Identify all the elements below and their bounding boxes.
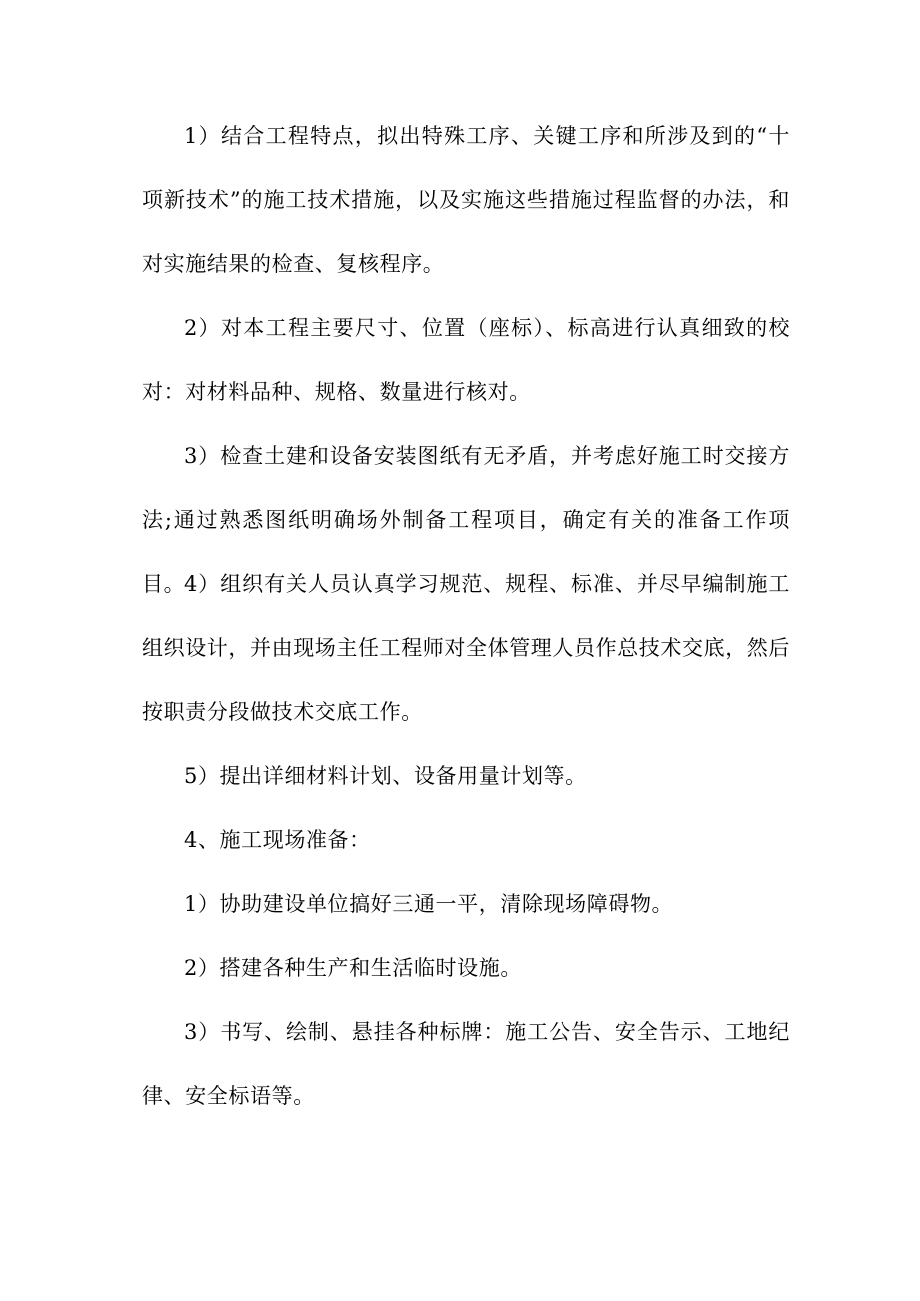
paragraph-item-1: 1）结合工程特点，拟出特殊工序、关键工序和所涉及到的“十项新技术”的施工技术措施，以及实施这些措施过程监督的办法，和对实施结果的检查、复核程序。: [142, 124, 790, 276]
paragraph-item-2: 2）对本工程主要尺寸、位置（座标）、标高进行认真细致的校对：对材料品种、规格、数量进行核对。: [142, 316, 790, 404]
section-heading-site-preparation: 4、施工现场准备：: [184, 828, 371, 852]
paragraph-item-5: 5）提出详细材料计划、设备用量计划等。: [184, 764, 587, 788]
paragraph-site-item-1: 1）协助建设单位搞好三通一平，清除现场障碍物。: [184, 892, 674, 916]
paragraph-item-3: 3）检查土建和设备安装图纸有无矛盾，并考虑好施工时交接方法;通过熟悉图纸明确场外制备工程项目，确定有关的准备工作项目。: [142, 444, 790, 596]
paragraph-site-item-3: 3）书写、绘制、悬挂各种标牌：施工公告、安全告示、工地纪律、安全标语等。: [142, 1020, 790, 1108]
paragraph-site-item-2: 2）搭建各种生产和生活临时设施。: [184, 956, 522, 980]
paragraph-item-4: 4）组织有关人员认真学习规范、规程、标准、并尽早编制施工组织设计，并由现场主任工程师对全体管理人员作总技术交底，然后按职责分段做技术交底工作。: [142, 572, 790, 724]
